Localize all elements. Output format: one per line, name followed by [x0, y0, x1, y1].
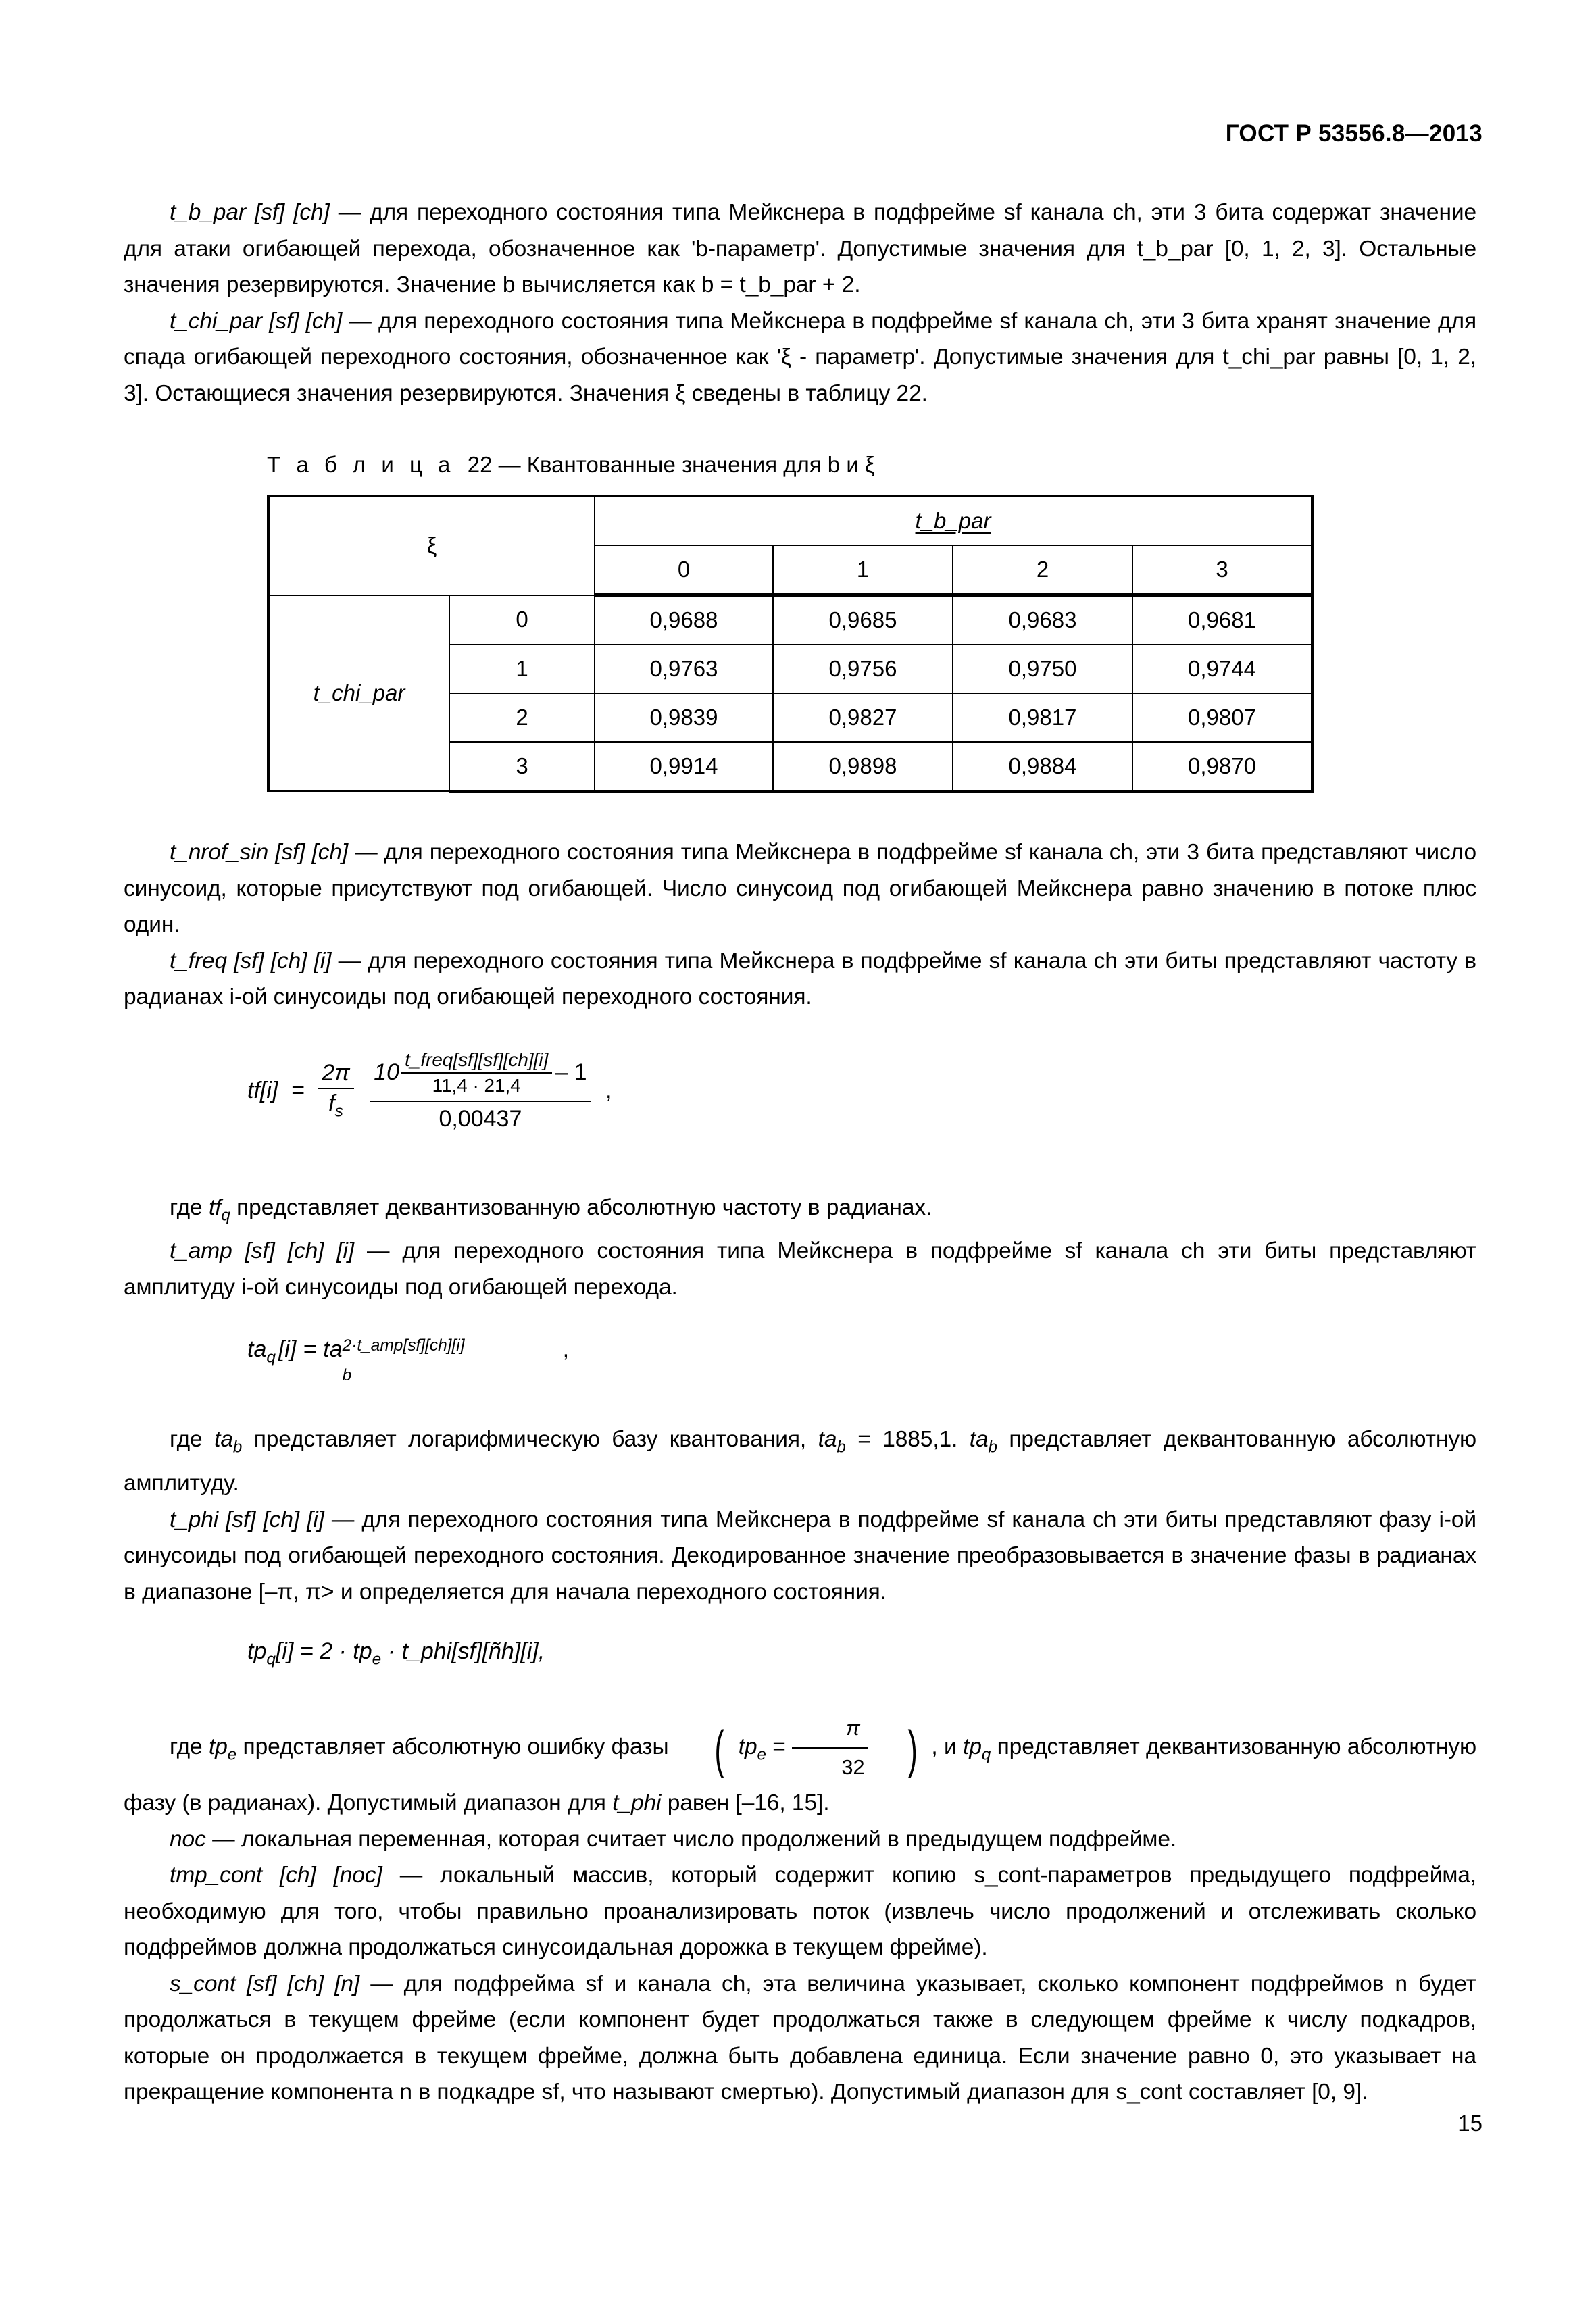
formula-taq-equals: =	[303, 1336, 317, 1363]
table-col-header-0: 0	[595, 545, 773, 595]
formula-tf-denominator: 0,00437	[439, 1105, 522, 1132]
table-header-xi: ξ	[268, 496, 595, 595]
table-cell-r1c3: 0,9744	[1132, 645, 1312, 693]
formula-tf-base: 10	[374, 1059, 400, 1085]
term-s-cont: s_cont [sf] [ch] [n]	[170, 1971, 360, 1996]
paragraph-tab	[124, 1422, 1476, 1501]
paragraph-t-nrof-sin-text: — для переходного состояния типа Мейкснера в подфрейме sf канала ch, эти 3 бита представляют число синусоид, которые присутствуют под огибающей. Число синусоид под огибающей Мейкснера равно значению в потоке плюс один.	[124, 840, 1476, 937]
formula-tpq-rest: · t_phi[sf][ñh][i],	[381, 1638, 545, 1665]
term-t-phi: t_phi [sf] [ch] [i]	[170, 1507, 324, 1532]
table-caption-text: — Квантованные значения для b и ξ	[498, 452, 875, 477]
table-row	[268, 595, 1312, 645]
table-22-wrapper	[267, 495, 1311, 793]
term-t-b-par: t_b_par [sf] [ch]	[170, 200, 330, 225]
formula-taq-base: ta	[323, 1336, 343, 1363]
table-cell-r1c1: 0,9756	[773, 645, 953, 693]
table-cell-r3c2: 0,9884	[953, 742, 1132, 791]
table-22	[267, 495, 1314, 793]
table-col-header-3: 3	[1132, 545, 1312, 595]
paragraph-s-cont	[124, 1966, 1476, 2111]
page-number: 15	[1457, 2111, 1482, 2136]
formula-tf-main-fraction	[370, 1049, 591, 1132]
term-t-amp: t_amp [sf] [ch] [i]	[170, 1238, 355, 1264]
formula-tpe-lhs: $tp_e$	[738, 1734, 766, 1764]
formula-tpq	[247, 1638, 1476, 1680]
table-header-row-group	[268, 496, 1312, 545]
document-body	[124, 195, 1476, 2111]
paragraph-t-amp	[124, 1233, 1476, 1305]
formula-taq-exponent: 2·t_amp[sf][ch][i]	[342, 1336, 465, 1355]
table-row-label-0: 0	[449, 595, 595, 645]
table-row-label-2: 2	[449, 693, 595, 742]
table-row-label-3: 3	[449, 742, 595, 791]
formula-tf-prefactor-den	[318, 1089, 354, 1122]
paragraph-noc-text: — локальная переменная, которая считает число продолжений в предыдущем подфрейме.	[205, 1826, 1177, 1852]
formula-tf-minus-one: – 1	[555, 1059, 587, 1085]
table-22-caption	[267, 450, 1476, 480]
formula-taq-lhs-index: [i]	[278, 1336, 297, 1363]
formula-taq-lhs: ta	[247, 1336, 267, 1363]
paragraph-tab-text: где $ta_b$ представляет логарифмическую базу квантования, $ta_b = 1885,1$. $ta_b$ представляет деквантованную абсолютную амплитуду.	[124, 1427, 1476, 1496]
paragraph-tpe	[124, 1710, 1476, 1821]
term-tmp-cont: tmp_cont [ch] [noc]	[170, 1863, 382, 1888]
table-cell-r1c2: 0,9750	[953, 645, 1132, 693]
formula-tf-fs: f	[328, 1090, 335, 1116]
paragraph-noc	[124, 1821, 1476, 1858]
table-cell-r0c3: 0,9681	[1132, 595, 1312, 645]
table-cell-r3c0: 0,9914	[595, 742, 773, 791]
table-cell-r2c3: 0,9807	[1132, 693, 1312, 742]
table-cell-r3c3: 0,9870	[1132, 742, 1312, 791]
formula-taq-base-sub: b	[342, 1366, 352, 1385]
paragraph-t-phi-text: — для переходного состояния типа Мейкснера в подфрейме sf канала ch эти биты представляют фазу i-ой синусоиды под огибающей переходного состояния. Декодированное значение преобразовывается в значение фазы в радианах в диапазоне [–π, π> и определяется для начала переходного состояния.	[124, 1507, 1476, 1605]
table-cell-r3c1: 0,9898	[773, 742, 953, 791]
formula-tpe-fraction	[792, 1710, 868, 1785]
table-col-header-1: 1	[773, 545, 953, 595]
formula-tpq-mid-sub: e	[372, 1650, 382, 1669]
paragraph-t-freq-text: — для переходного состояния типа Мейкснера в подфрейме sf канала ch эти биты представляют частоту в радианах i-ой синусоиды под огибающей переходного состояния.	[124, 948, 1476, 1009]
page-header-standard-number: ГОСТ Р 53556.8—2013	[1225, 120, 1482, 147]
term-t-freq: t_freq [sf] [ch] [i]	[170, 948, 332, 974]
formula-tf-exponent-fraction	[401, 1049, 552, 1097]
formula-tpq-lhs-sub: q	[266, 1650, 276, 1669]
paragraph-tpe-text: где $tp_e$ представляет абсолютную ошибку фазы ( $tp_e$ = $\frac{\pi}{32}$ ) , и $tp_q$ представляет деквантизованную абсолютную фазу (в радианах). Допустимый диапазон для t_phi равен [–16, 15].	[124, 1734, 1476, 1816]
paragraph-t-chi-par	[124, 303, 1476, 412]
paragraph-tfq-text: где $tf_q$ представляет деквантизованную абсолютную частоту в радианах.	[170, 1194, 932, 1224]
paragraph-t-b-par-text: — для переходного состояния типа Мейкснера в подфрейме sf канала ch, эти 3 бита содержат значение для атаки огибающей перехода, обозначенное как 'b-параметр'. Допустимые значения для t_b_par [0, 1, 2, 3]. Остальные значения резервируются. Значение b вычисляется как b = t_b_par + 2.	[124, 200, 1476, 297]
paragraph-t-chi-par-text: — для переходного состояния типа Мейкснера в подфрейме sf канала ch, эти 3 бита хранят значение для спада огибающей переходного состояния, обозначенное как 'ξ - параметр'. Допустимые значения для t_chi_par равны [0, 1, 2, 3]. Остающиеся значения резервируются. Значения ξ сведены в таблицу 22.	[124, 308, 1476, 406]
table-cell-r0c0: 0,9688	[595, 595, 773, 645]
formula-tf-exp-den: 11,4 · 21,4	[432, 1074, 521, 1096]
term-t-nrof-sin: t_nrof_sin [sf] [ch]	[170, 840, 349, 865]
formula-tf-prefactor-num: 2π	[318, 1060, 354, 1089]
table-cell-r2c2: 0,9817	[953, 693, 1132, 742]
formula-tpq-lhs: tp	[247, 1638, 267, 1665]
table-cell-r2c1: 0,9827	[773, 693, 953, 742]
paragraph-tmp-cont-text: — локальный массив, который содержит копию s_cont-параметров предыдущего подфрейма, необходимую для того, чтобы правильно проанализировать поток (извлечь число продолжений и отслеживать сколько подфреймов должна продолжаться синусоидальная дорожка в текущем фрейме).	[124, 1863, 1476, 1961]
formula-tpe-den: 32	[841, 1755, 865, 1779]
term-t-chi-par: t_chi_par [sf] [ch]	[170, 308, 343, 334]
formula-tpe-equals: =	[772, 1734, 786, 1759]
formula-tpe-num: π	[792, 1710, 868, 1749]
formula-taq-lhs-sub: q	[266, 1349, 276, 1367]
table-cell-r1c0: 0,9763	[595, 645, 773, 693]
formula-tf	[247, 1049, 1476, 1163]
formula-taq-comma: ,	[562, 1336, 570, 1363]
paragraph-t-nrof-sin	[124, 834, 1476, 943]
formula-tf-fs-sub: s	[334, 1102, 343, 1121]
table-row-label-1: 1	[449, 645, 595, 693]
table-caption-label: Т а б л и ц а	[267, 452, 455, 477]
table-cell-r2c0: 0,9839	[595, 693, 773, 742]
term-noc: noc	[170, 1826, 206, 1852]
paragraph-tmp-cont	[124, 1857, 1476, 1966]
paragraph-t-freq	[124, 943, 1476, 1015]
table-cell-r0c1: 0,9685	[773, 595, 953, 645]
table-cell-r0c2: 0,9683	[953, 595, 1132, 645]
formula-tf-exp-num: t_freq[sf][sf][ch][i]	[401, 1049, 552, 1074]
table-header-t-b-par: t_b_par	[595, 496, 1312, 545]
paragraph-t-phi	[124, 1502, 1476, 1611]
formula-tf-numerator	[370, 1049, 591, 1102]
formula-tf-prefactor	[318, 1060, 354, 1122]
formula-tf-comma: ,	[605, 1077, 612, 1103]
table-caption-number: 22	[467, 452, 493, 477]
formula-taq	[247, 1336, 1476, 1389]
table-col-header-2: 2	[953, 545, 1132, 595]
formula-tf-equals: =	[291, 1077, 305, 1103]
paragraph-tfq	[124, 1190, 1476, 1234]
paragraph-t-amp-text: — для переходного состояния типа Мейкснера в подфрейме sf канала ch эти биты представляют амплитуду i-ой синусоиды под огибающей перехода.	[124, 1238, 1476, 1300]
paragraph-s-cont-text: — для подфрейма sf и канала ch, эта величина указывает, сколько компонент подфреймов n будет продолжаться в текущем фрейме (если компонент будет продолжаться также в следующем фрейме к числу подкадров, которые он продолжается в текущем фрейме, должна быть добавлена единица. Если значение равно 0, это указывает на прекращение компонента n в подкадре sf, что называют смертью). Допустимый диапазон для s_cont составляет [0, 9].	[124, 1971, 1476, 2105]
formula-tf-lhs: tf[i]	[247, 1077, 278, 1103]
table-row-group-label: t_chi_par	[268, 595, 449, 792]
paragraph-t-b-par	[124, 195, 1476, 303]
formula-tpq-mid: [i] = 2 · tp	[275, 1638, 372, 1665]
